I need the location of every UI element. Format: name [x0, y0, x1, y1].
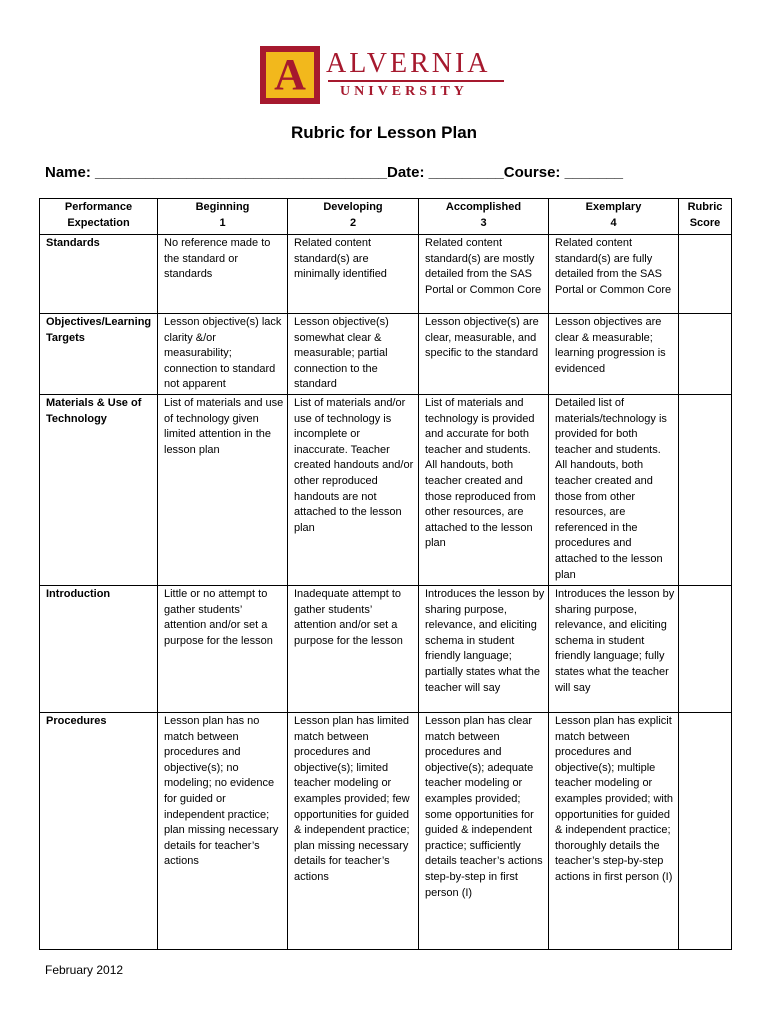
table-cell: Lesson objectives are clear & measurable; learning progression is evidenced	[549, 314, 679, 395]
table-cell: Related content standard(s) are fully detailed from the SAS Portal or Common Core	[549, 235, 679, 314]
logo-subtitle: UNIVERSITY	[340, 84, 468, 99]
table-cell: Little or no attempt to gather students’ attention and/or set a purpose for the lesson	[158, 585, 288, 712]
logo-divider	[328, 80, 504, 82]
university-logo	[260, 46, 510, 106]
table-cell: List of materials and technology is provided and accurate for both teacher and students. All handouts, both teacher created and those reproduced from other resources, are attached to the lesson plan	[419, 394, 549, 585]
logo-emblem	[260, 46, 320, 104]
header-accomplished: Accomplished 3	[419, 199, 549, 235]
table-cell: No reference made to the standard or standards	[158, 235, 288, 314]
table-cell: Detailed list of materials/technology is provided for both teacher and students. All handouts, both teacher created and those from other resources, are referenced in the procedures and attached to the lesson plan	[549, 394, 679, 585]
header-rubric-score: Rubric Score	[679, 199, 732, 235]
score-cell	[679, 712, 732, 949]
row-label: Standards	[40, 235, 158, 314]
table-row	[40, 712, 732, 949]
table-cell: Introduces the lesson by sharing purpose, relevance, and eliciting schema in student friendly language; partially states what the teacher will say	[419, 585, 549, 712]
table-cell: Introduces the lesson by sharing purpose, relevance, and eliciting schema in student friendly language; fully states what the teacher will say	[549, 585, 679, 712]
table-row	[40, 314, 732, 395]
score-cell	[679, 394, 732, 585]
header-developing: Developing 2	[288, 199, 419, 235]
score-cell	[679, 314, 732, 395]
table-cell: Lesson plan has no match between procedures and objective(s); no modeling; no evidence for guided or independent practice; plan missing necessary details for teacher’s actions	[158, 712, 288, 949]
table-cell: Lesson objective(s) lack clarity &/or measurability; connection to standard not apparent	[158, 314, 288, 395]
row-label: Procedures	[40, 712, 158, 949]
table-cell: List of materials and/or use of technology is incomplete or inaccurate. Teacher created handouts and/or other reproduced handouts are not attached to the lesson plan	[288, 394, 419, 585]
table-cell: Lesson plan has limited match between procedures and objective(s); limited teacher modeling or examples provided; few opportunities for guided & independent practice; plan missing necessary details for teacher’s actions	[288, 712, 419, 949]
score-cell	[679, 585, 732, 712]
name-date-course-line: Name: ___________________________________Date: _________Course: _______	[45, 164, 623, 181]
table-cell: Related content standard(s) are mostly detailed from the SAS Portal or Common Core	[419, 235, 549, 314]
row-label: Materials & Use of Technology	[40, 394, 158, 585]
table-cell: Lesson plan has clear match between procedures and objective(s); adequate teacher modeling or examples provided; some opportunities for guided & independent practice; sufficiently details teacher’s actions step-by-step in first person (I)	[419, 712, 549, 949]
logo-wordmark: ALVERNIA	[326, 48, 491, 79]
header-beginning: Beginning 1	[158, 199, 288, 235]
table-row	[40, 235, 732, 314]
row-label: Introduction	[40, 585, 158, 712]
header-performance-expectation: Performance Expectation	[40, 199, 158, 235]
table-cell: Lesson objective(s) somewhat clear & measurable; partial connection to the standard	[288, 314, 419, 395]
table-header-row	[40, 199, 732, 235]
score-cell	[679, 235, 732, 314]
table-cell: Lesson plan has explicit match between procedures and objective(s); multiple teacher modeling or examples provided; with opportunities for guided & independent practice; thoroughly details the teacher’s step-by-step actions in first person (I)	[549, 712, 679, 949]
rubric-table	[39, 198, 732, 950]
logo-letter: A	[266, 52, 314, 98]
table-row	[40, 585, 732, 712]
table-cell: Related content standard(s) are minimally identified	[288, 235, 419, 314]
table-cell: Lesson objective(s) are clear, measurable, and specific to the standard	[419, 314, 549, 395]
table-cell: Inadequate attempt to gather students’ attention and/or set a purpose for the lesson	[288, 585, 419, 712]
table-cell: List of materials and use of technology given limited attention in the lesson plan	[158, 394, 288, 585]
document-title: Rubric for Lesson Plan	[290, 123, 478, 142]
footer-date: February 2012	[45, 963, 124, 977]
header-exemplary: Exemplary 4	[549, 199, 679, 235]
row-label: Objectives/Learning Targets	[40, 314, 158, 395]
table-row	[40, 394, 732, 585]
